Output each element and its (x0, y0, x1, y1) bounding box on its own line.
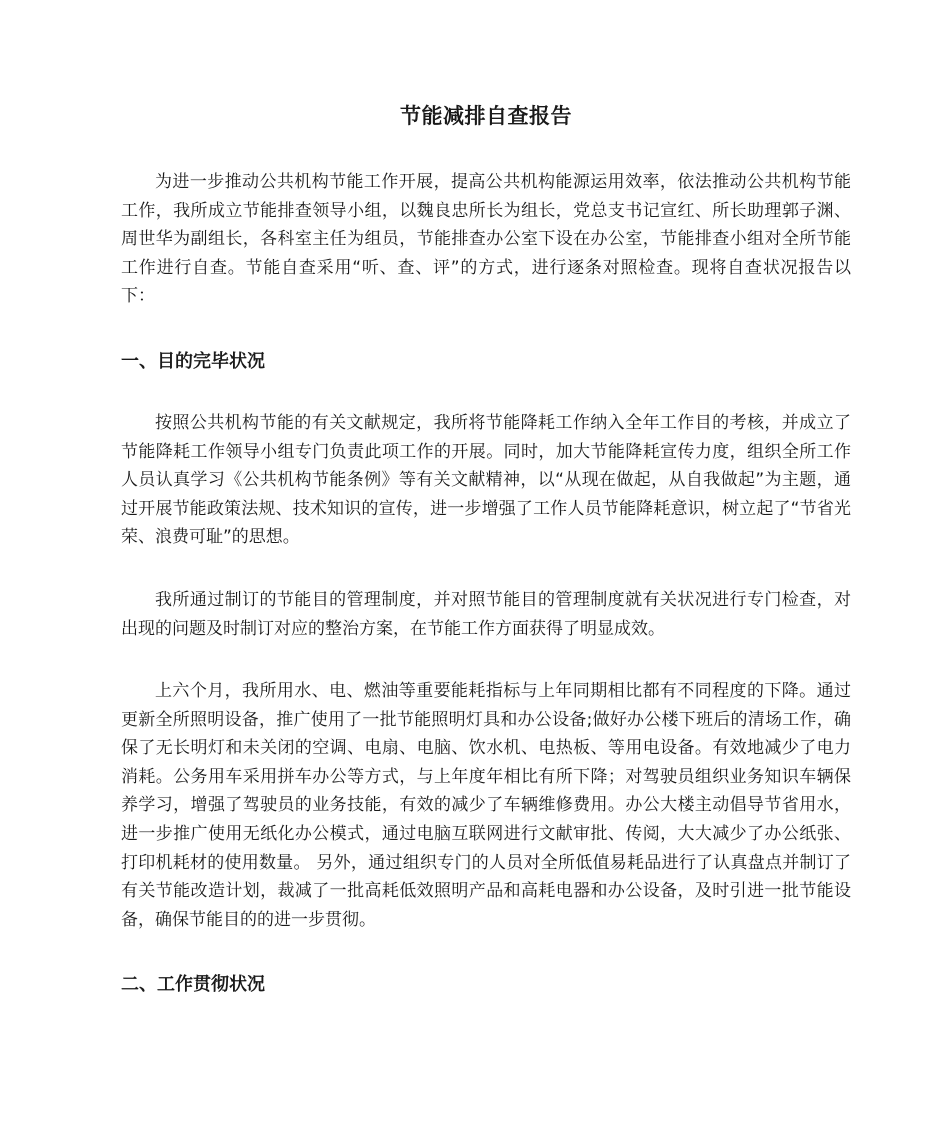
document-title: 节能减排自查报告 (400, 104, 572, 128)
intro-paragraph: 为进一步推动公共机构节能工作开展，提高公共机构能源运用效率，依法推动公共机构节能工作，我所成立节能排查领导小组，以魏良忠所长为组长，党总支书记宣红、所长助理郭子渊、周世华为副组长，各科室主任为组员，节能排查办公室下设在办公室，节能排查小组对全所节能工作进行自查。节能自查采用“听、查、评”的方式，进行逐条对照检查。现将自查状况报告以下： (121, 172, 851, 307)
section-heading-1: 一、目的完毕状况 (121, 351, 265, 372)
section-1-paragraph-1: 按照公共机构节能的有关文献规定，我所将节能降耗工作纳入全年工作目的考核，并成立了节能降耗工作领导小组专门负责此项工作的开展。同时，加大节能降耗宣传力度，组织全所工作人员认真学习《公共机构节能条例》等有关文献精神，以“从现在做起，从自我做起”为主题，通过开展节能政策法规、技术知识的宣传，进一步增强了工作人员节能降耗意识，树立起了“节省光荣、浪费可耻”的思想。 (121, 413, 851, 548)
section-heading-2: 二、工作贯彻状况 (121, 974, 265, 995)
section-1-paragraph-3: 上六个月，我所用水、电、燃油等重要能耗指标与上年同期相比都有不同程度的下降。通过更新全所照明设备，推广使用了一批节能照明灯具和办公设备;做好办公楼下班后的清场工作，确保了无长明灯和未关闭的空调、电扇、电脑、饮水机、电热板、等用电设备。有效地减少了电力消耗。公务用车采用拼车办公等方式，与上年度年相比有所下降；对驾驶员组织业务知识车辆保养学习，增强了驾驶员的业务技能，有效的减少了车辆维修费用。办公大楼主动倡导节省用水，进一步推广使用无纸化办公模式，通过电脑互联网进行文献审批、传阅，大大减少了办公纸张、打印机耗材的使用数量。 另外，通过组织专门的人员对全所低值易耗品进行了认真盘点并制订了有关节能改造计划，裁减了一批高耗低效照明产品和高耗电器和办公设备，及时引进一批节能设备，确保节能目的的进一步贯彻。 (121, 681, 851, 930)
section-1-paragraph-2: 我所通过制订的节能目的管理制度，并对照节能目的管理制度就有关状况进行专门检查，对出现的问题及时制订对应的整治方案，在节能工作方面获得了明显成效。 (121, 590, 851, 639)
